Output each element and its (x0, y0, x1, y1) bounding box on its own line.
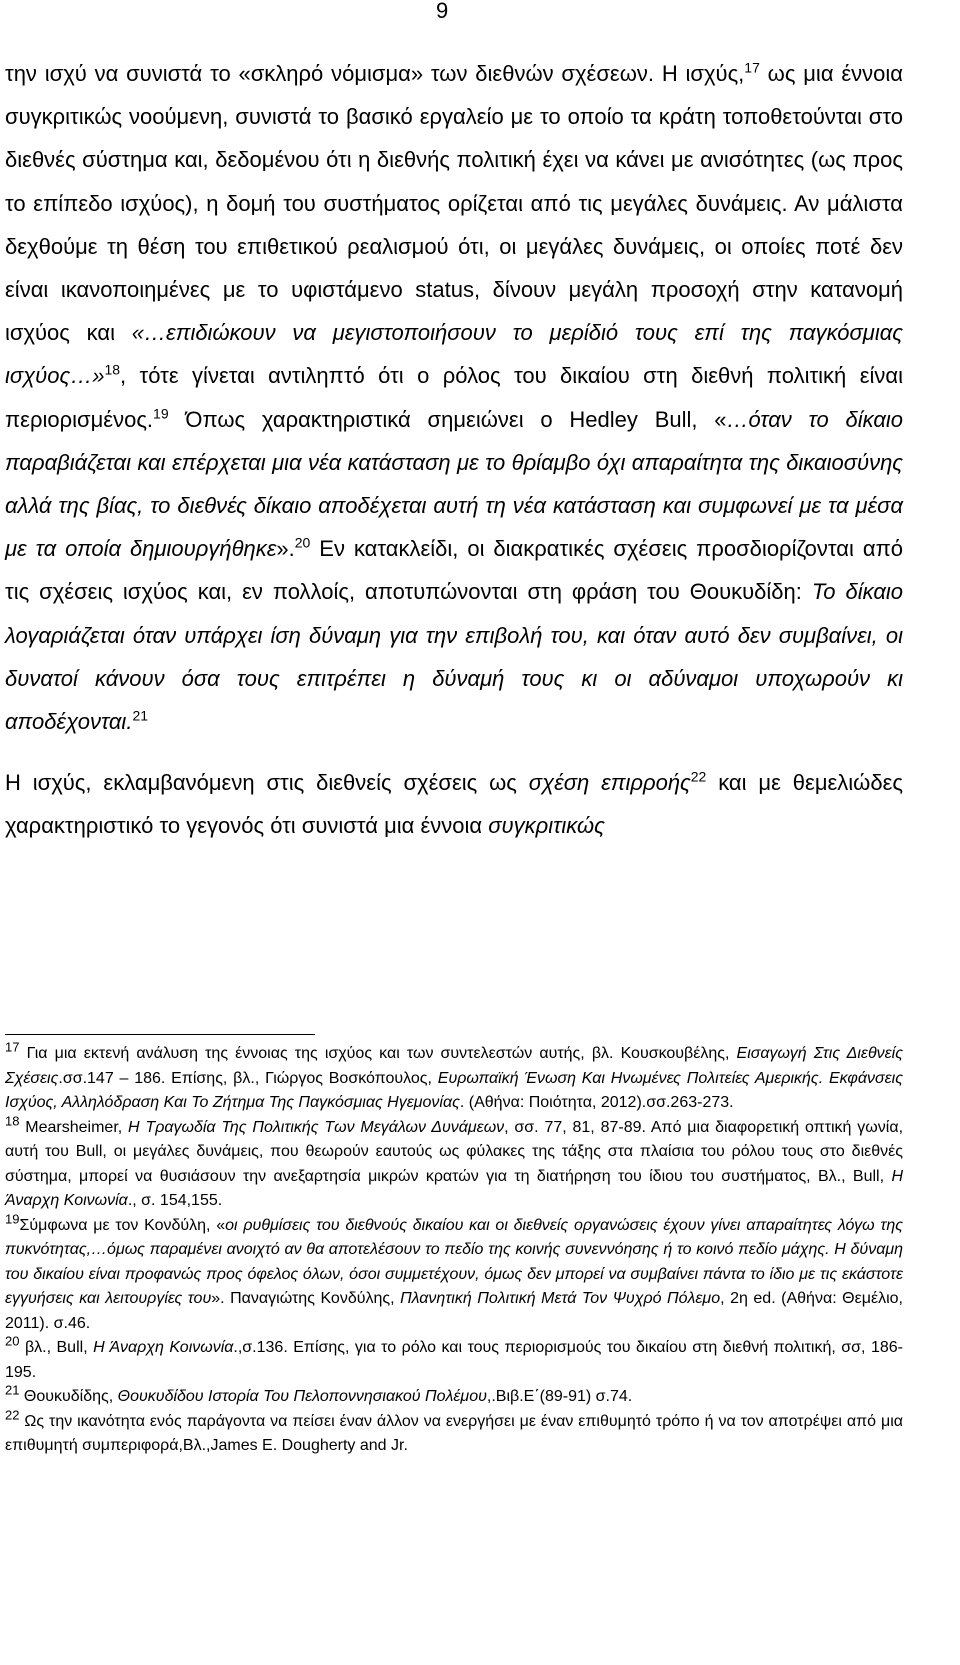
text-segment: .,σ.136. Επίσης, για το ρόλο και τους περιορισμούς του δικαίου στη διεθνή πολιτική, σσ, 186-195. (5, 1339, 904, 1381)
text-segment: την ισχύ να συνιστά το «σκληρό νόμισμα» των διεθνών σχέσεων. Η ισχύς, (5, 61, 745, 86)
paragraph-power-and-law (5, 52, 903, 743)
text-segment: και με θεμελιώδες χαρακτηριστικό το γεγονός ότι συνιστά μια έννοια (5, 770, 904, 839)
text-segment: , τότε γίνεται αντιληπτό ότι ο ρόλος του δικαίου στη διεθνή πολιτική είναι περιορισμένος. (5, 363, 903, 432)
footnote-21 (5, 1382, 903, 1410)
term-comparative: συγκριτικώς (488, 813, 605, 839)
text-segment: , 2η ed. (Αθήνα: Θεμέλιο, 2011). σ.46. (5, 1290, 904, 1332)
text-segment: Η ισχύς, εκλαμβανόμενη στις διεθνείς σχέσεις ως (5, 770, 529, 796)
quote-offensive-realism: «…επιδιώκουν να μεγιστοποιήσουν το μερίδιό τους επί της παγκόσμιας ισχύος…» (5, 320, 903, 389)
citation-title: Η Τραγωδία Της Πολιτικής Των Μεγάλων Δυνάμεων (128, 1118, 505, 1136)
footnote-ref-22[interactable]: 22 (690, 768, 707, 785)
text-segment: ». (276, 536, 295, 562)
footnote-number: 17 (5, 1039, 20, 1055)
text-segment: ως μια έννοια συγκριτικώς νοούμενη, συνιστά το βασικό εργαλείο με το οποίο τα κράτη τοποθετούνται στο διεθνές σύστημα και, δεδομένου ότι η διεθνής πολιτική έχει να κάνει με ανισότητες (ως προς το επίπεδο ισχύος), η δομή του συστήματος ορίζεται από τις μεγάλες δυνάμεις. Αν μάλιστα δεχθούμε τη θέση του επιθετικού ρεαλισμού ότι, οι μεγάλες δυνάμεις, οι οποίες ποτέ δεν είναι ικανοποιημένες με το υφιστάμενο status, δίνουν μεγάλη προσοχή στην κατανομή ισχύος και (5, 61, 903, 346)
paragraph-power-as-influence (5, 761, 903, 847)
citation-title: Η Άναρχη Κοινωνία (93, 1339, 234, 1356)
citation-title: Πλανητική Πολιτική Μετά Τον Ψυχρό Πόλεμο (400, 1290, 721, 1307)
footnote-ref-19[interactable]: 19 (153, 405, 169, 422)
footnote-number: 19 (5, 1211, 20, 1227)
footnote-ref-21[interactable]: 21 (132, 707, 149, 724)
text-segment: .σσ.147 – 186. Επίσης, βλ., Γιώργος Βοσκόπουλος, (58, 1069, 438, 1087)
footnote-ref-20[interactable]: 20 (294, 534, 311, 551)
text-segment: ». Παναγιώτης Κονδύλης, (211, 1290, 401, 1307)
page-number: 9 (436, 0, 449, 23)
term-relation-of-influence: σχέση επιρροής (528, 770, 691, 796)
footnote-number: 22 (5, 1407, 20, 1423)
quote-thucydides: Το δίκαιο λογαριάζεται όταν υπάρχει ίση δύναμη για την επιβολή του, και όταν αυτό δεν συμβαίνει, οι δυνατοί κάνουν όσα τους επιτρέπει η δύναμή τους κι οι αδύναμοι υποχωρούν κι αποδέχονται. (5, 579, 903, 735)
footnote-18 (5, 1113, 904, 1214)
text-segment: . (Αθήνα: Ποιότητα, 2012).σσ.263-273. (459, 1094, 734, 1111)
footnote-ref-18[interactable]: 18 (104, 362, 121, 379)
text-segment: Εν κατακλείδι, οι διακρατικές σχέσεις προσδιορίζονται από τις σχέσεις ισχύος και, εν πολλοίς, αποτυπώνονται στη φράση του Θουκυδίδη: (5, 536, 903, 605)
text-segment: Για μια εκτενή ανάλυση της έννοιας της ισχύος και των συντελεστών αυτής, βλ. Κουσκουβέλης, (19, 1045, 737, 1062)
footnote-number: 21 (5, 1382, 20, 1398)
quote-kondylis: οι ρυθμίσεις του διεθνούς δικαίου και οι διεθνείς οργανώσεις έχουν γίνει απαραίτητες λόγω της πυκνότητας,…όμως παραμένει ανοιχτό αν θα αποτελέσουν το πεδίο της κοινής συνεννόησης ή το κοινό πεδίο μάχης. Η δύναμη του δικαίου είναι προφανώς προς όφελος όλων, όσοι συμμετέχουν, όμως δεν μπορεί να συμβαίνει πάντα το ίδιο με τις εκάστοτε εγγυήσεις και λειτουργίες του (5, 1216, 903, 1307)
footnote-ref-17[interactable]: 17 (744, 59, 760, 76)
citation-title: Η Άναρχη Κοινωνία (5, 1167, 903, 1209)
footnote-separator (5, 1034, 315, 1035)
footnote-number: 20 (5, 1333, 20, 1349)
text-segment: Θουκυδίδης, (19, 1388, 118, 1405)
text-segment: ., σ. 154,155. (127, 1192, 223, 1209)
text-segment: ,.Βιβ.Ε΄(89-91) σ.74. (486, 1388, 633, 1405)
footnote-19 (5, 1211, 904, 1337)
text-segment: βλ., Bull, (19, 1339, 94, 1356)
citation-title: Εισαγωγή Στις Διεθνείς Σχέσεις (5, 1045, 903, 1087)
citation-title: Θουκυδίδου Ιστορία Του Πελοποννησιακού Πολέμου (117, 1388, 487, 1405)
citation-title: Ευρωπαϊκή Ένωση Και Ηνωμένες Πολιτείες Αμερικής. Εκφάνσεις Ισχύος, Αλληλόδραση Και Το Ζήτημα Της Παγκόσμιας Ηγεμονίας (5, 1069, 904, 1111)
quote-hedley-bull: …όταν το δίκαιο παραβιάζεται και επέρχεται μια νέα κατάσταση με το θρίαμβο όχι απαραίτητα της δικαιοσύνης αλλά της βίας, το διεθνές δίκαιο αποδέχεται αυτή τη νέα κατάσταση και συμφωνεί με τα μέσα με τα οποία δημιουργήθηκε (5, 406, 904, 562)
footnote-20 (5, 1333, 904, 1385)
text-segment: Ως την ικανότητα ενός παράγοντα να πείσει έναν άλλον να ενεργήσει με έναν επιθυμητό τρόπο ή να τον αποτρέψει από μια επιθυμητή συμπεριφορά,Βλ.,James E. Dougherty and Jr. (5, 1412, 903, 1454)
text-segment: Σύμφωνα με τον Κονδύλη, « (19, 1216, 226, 1234)
text-segment: Mearsheimer, (19, 1118, 129, 1136)
footnote-17 (5, 1039, 904, 1116)
footnote-number: 18 (5, 1113, 20, 1129)
text-segment: , σσ. 77, 81, 87-89. Από μια διαφορετική οπτική γωνία, αυτή του Bull, οι μεγάλες δυνάμεις, που θεωρούν εαυτούς ως φύλακες της τάξης στα πλαίσια του ρόλου τους στο διεθνές σύστημα, μπορεί να θυσιάσουν την ανεξαρτησία μικρών κρατών για τη διατήρηση του ίδιου του συστήματος, Βλ., Bull, (5, 1118, 904, 1185)
body-text (5, 52, 903, 848)
text-segment: Όπως χαρακτηριστικά σημειώνει ο Hedley Bull, « (168, 406, 727, 432)
footnote-22 (5, 1407, 903, 1459)
footnotes (5, 1039, 904, 1459)
